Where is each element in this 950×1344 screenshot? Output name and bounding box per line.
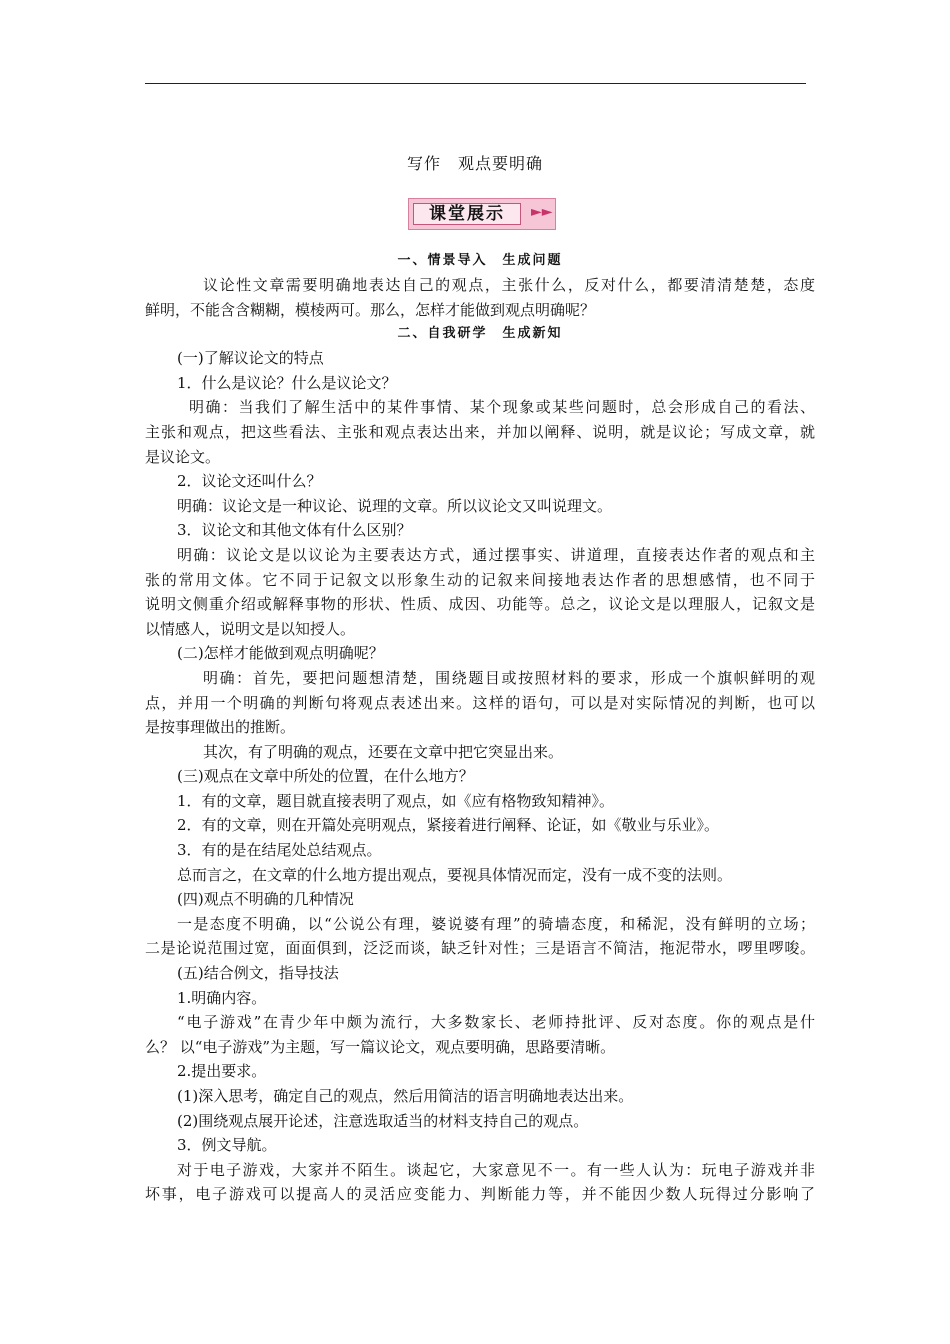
answer-1-line-2: 主张和观点，把这些看法、主张和观点表达出来，并加以阐释、说明，就是议论；写成文章，就 (145, 422, 815, 441)
position-2: 2．有的文章，则在开篇处亮明观点，紧接着进行阐释、论证，如《敬业与乐业》。 (177, 816, 720, 835)
double-arrow-icon: ►► (531, 204, 553, 220)
position-1: 1．有的文章，题目就直接表明了观点，如《应有格物致知精神》。 (177, 791, 615, 810)
subheading-3: (三)观点在文章中所处的位置，在什么地方？ (177, 767, 474, 786)
requirement-2: (2)围绕观点展开论述，注意选取适当的材料支持自己的观点。 (177, 1111, 589, 1130)
answer-1-line-1: 明确：当我们了解生活中的某件事情、某个现象或某些问题时，总会形成自己的看法、 (189, 398, 815, 417)
answer-1-line-3: 是议论文。 (145, 447, 221, 466)
position-summary: 总而言之，在文章的什么地方提出观点，要视具体情况而定，没有一成不变的法则。 (177, 865, 733, 884)
section-banner (408, 198, 556, 230)
answer-4-line-2: 点，并用一个明确的判断句将观点表述出来。这样的语句，可以是对实际情况的判断，也可以 (145, 693, 815, 712)
subheading-4: (四)观点不明确的几种情况 (177, 890, 354, 909)
unclear-cases-line-2: 二是论说范围过宽，面面俱到，泛泛而谈，缺乏针对性；三是语言不简洁，拖泥带水，啰里啰唆。 (145, 939, 815, 958)
unclear-cases-line-1: 一是态度不明确，以“公说公有理，婆说婆有理”的骑墙态度，和稀泥，没有鲜明的立场； (177, 914, 815, 933)
answer-3-line-3: 说明文侧重介绍或解释事物的形状、性质、成因、功能等。总之，议论文是以理服人，记叙文是 (145, 595, 815, 614)
answer-4-line-4: 其次，有了明确的观点，还要在文章中把它突显出来。 (203, 742, 564, 761)
question-3: 3．议论文和其他文体有什么区别？ (177, 521, 412, 540)
answer-3-line-2: 张的常用文体。它不同于记叙文以形象生动的记叙来间接地表达作者的思想感情，也不同于 (145, 570, 815, 589)
answer-2: 明确：议论文是一种议论、说理的文章。所以议论文又叫说理文。 (177, 496, 613, 515)
question-1: 1．什么是议论？什么是议论文？ (177, 373, 397, 392)
subheading-2: (二)怎样才能做到观点明确呢？ (177, 644, 384, 663)
step-2: 2.提出要求。 (177, 1062, 267, 1081)
answer-3-line-1: 明确：议论文是以议论为主要表达方式，通过摆事实、讲道理，直接表达作者的观点和主 (177, 545, 815, 564)
answer-4-line-1: 明确：首先，要把问题想清楚，围绕题目或按照材料的要求，形成一个旗帜鲜明的观 (203, 668, 815, 687)
requirement-1: (1)深入思考，确定自己的观点，然后用简洁的语言明确地表达出来。 (177, 1087, 634, 1105)
question-2: 2．议论文还叫什么？ (177, 472, 322, 491)
step-1: 1.明确内容。 (177, 988, 267, 1007)
header-rule (145, 83, 806, 84)
step-1-text-line-2: 么？ 以“电子游戏”为主题，写一篇议论文，观点要明确，思路要清晰。 (145, 1037, 616, 1056)
step-3: 3．例文导航。 (177, 1136, 277, 1155)
step-1-text-line-1: “电子游戏”在青少年中颇为流行，大多数家长、老师持批评、反对态度。你的观点是什 (177, 1013, 815, 1032)
position-3: 3．有的是在结尾处总结观点。 (177, 841, 382, 860)
answer-4-line-3: 是按事理做出的推断。 (145, 718, 296, 737)
banner-label: 课堂展示 (413, 203, 521, 225)
document-body (145, 249, 815, 1207)
example-line-2: 坏事，电子游戏可以提高人的灵活应变能力、判断能力等，并不能因少数人玩得过分影响了 (145, 1185, 815, 1204)
intro-line-2: 鲜明，不能含含糊糊，模棱两可。那么，怎样才能做到观点明确呢？ (145, 300, 596, 319)
section-heading-1: 一、情景导入 生成问题 (397, 253, 563, 268)
page-title: 写作 观点要明确 (406, 154, 543, 173)
subheading-5: (五)结合例文，指导技法 (177, 964, 339, 983)
subheading-1: (一)了解议论文的特点 (177, 349, 324, 368)
intro-line-1: 议论性文章需要明确地表达自己的观点，主张什么，反对什么，都要清清楚楚，态度 (203, 276, 815, 294)
answer-3-line-4: 以情感人，说明文是以知授人。 (145, 619, 356, 638)
section-heading-2: 二、自我研学 生成新知 (397, 326, 563, 342)
example-line-1: 对于电子游戏，大家并不陌生。谈起它，大家意见不一。有一些人认为：玩电子游戏并非 (177, 1160, 815, 1179)
